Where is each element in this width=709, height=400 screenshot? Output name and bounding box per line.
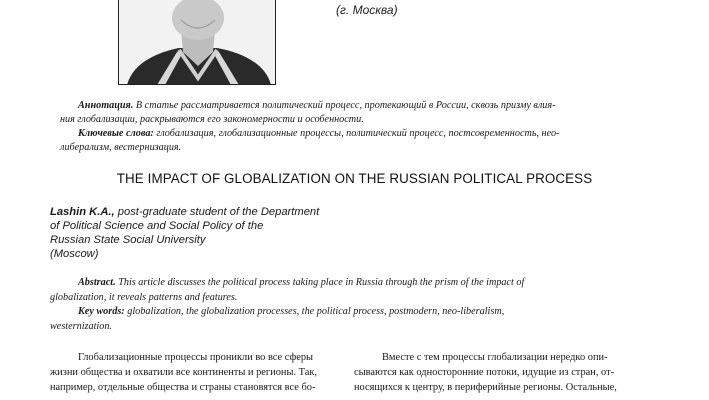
abstract-ru-label: Аннотация. — [78, 100, 134, 111]
abstract-ru — [60, 99, 642, 155]
body-left-line1: Глобализационные процессы проникли во все сферы — [78, 352, 314, 363]
body-left-line2: жизни общества и охватили все континенты и регионы. Так, — [50, 367, 317, 378]
body-column-left — [50, 350, 340, 395]
keywords-ru-line1: глобализация, глобализационные процессы, политический процесс, постсовременность, нео- — [153, 128, 560, 139]
body-right-line1: Вместе с тем процессы глобализации нередко опи- — [382, 352, 608, 363]
keywords-ru-label: Ключевые слова: — [78, 128, 154, 139]
abstract-en-label: Abstract. — [78, 277, 116, 288]
keywords-en-label: Key words: — [78, 306, 125, 317]
abstract-ru-text-line1: В статье рассматривается политический процесс, протекающий в России, сквозь призму влия- — [133, 100, 556, 111]
abstract-en-text-line2: globalization, it reveals patterns and features. — [50, 291, 238, 303]
author-affiliation-line1: post-graduate student of the Department — [114, 206, 320, 218]
author-name-en: Lashin K.A., — [50, 206, 115, 218]
author-photo — [118, 0, 276, 85]
abstract-en-text-line1: This article discusses the political process taking place in Russia through the prism of the impact of — [115, 277, 525, 288]
keywords-en-line2: westernization. — [50, 320, 112, 332]
article-title-en: THE IMPACT OF GLOBALIZATION ON THE RUSSIAN POLITICAL PROCESS — [116, 171, 593, 186]
author-block-en — [50, 205, 380, 261]
keywords-en-line1: globalization, the globalization processes, the political process, postmodern, neo-liberalism, — [124, 306, 505, 317]
body-column-right — [354, 350, 644, 395]
abstract-ru-text-line2: ния глобализации, раскрываются его закономерности и особенности. — [60, 114, 364, 125]
body-left-line3: например, отдельные общества и страны становятся все бо- — [50, 382, 316, 393]
body-right-line3: носящихся к центру, в периферийные регионы. Остальные, — [354, 382, 617, 393]
author-city-en: (Moscow) — [50, 248, 99, 260]
abstract-en — [50, 276, 644, 334]
author-affiliation-line3: Russian State Social University — [50, 234, 206, 246]
body-right-line2: сываются как односторонние потоки, идущие из стран, от- — [354, 367, 615, 378]
author-city-ru: (г. Москва) — [336, 3, 398, 17]
keywords-ru-line2: либерализм, вестернизация. — [60, 142, 182, 153]
author-affiliation-line2: of Political Science and Social Policy of the — [50, 220, 264, 232]
